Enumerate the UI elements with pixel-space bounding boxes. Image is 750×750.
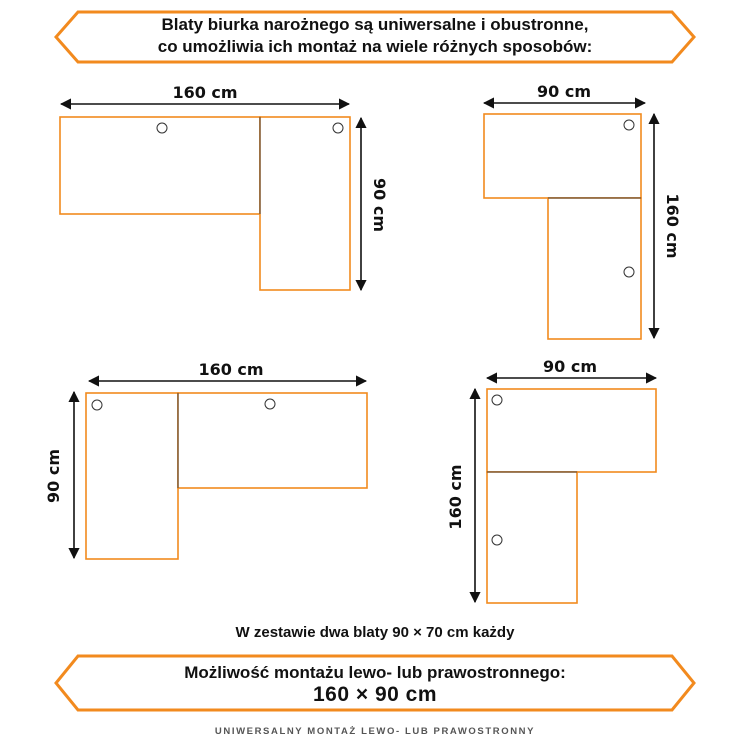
width-label: 90 cm — [537, 82, 591, 101]
configuration-3 — [44, 360, 367, 559]
set-contents-note: W zestawie dwa blaty 90 × 70 cm każdy — [235, 624, 515, 641]
cable-grommet-icon — [624, 267, 634, 277]
cable-grommet-icon — [157, 123, 167, 133]
configuration-4 — [446, 357, 656, 603]
width-label: 160 cm — [198, 360, 264, 379]
height-label: 90 cm — [44, 449, 63, 503]
desk-top-panel — [86, 393, 178, 559]
cable-grommet-icon — [92, 400, 102, 410]
configuration-1 — [60, 83, 389, 290]
cable-grommet-icon — [492, 395, 502, 405]
header-line-2: co umożliwia ich montaż na wiele różnych sposobów: — [157, 37, 593, 56]
footer-caption: UNIWERSALNY MONTAŻ LEWO- LUB PRAWOSTRONNY — [214, 726, 536, 737]
overall-dimensions: 160 × 90 cm — [312, 683, 437, 706]
cable-grommet-icon — [333, 123, 343, 133]
cable-grommet-icon — [265, 399, 275, 409]
cable-grommet-icon — [624, 120, 634, 130]
configuration-2 — [484, 82, 682, 339]
height-label: 160 cm — [663, 193, 682, 259]
header-line-1: Blaty biurka narożnego są uniwersalne i obustronne, — [161, 15, 589, 34]
desk-top-panel — [260, 117, 350, 290]
width-label: 90 cm — [543, 357, 597, 376]
height-label: 160 cm — [446, 464, 465, 530]
desk-top-panel — [484, 114, 641, 198]
cable-grommet-icon — [492, 535, 502, 545]
mounting-option-text: Możliwość montażu lewo- lub prawostronnego: — [184, 663, 566, 682]
desk-top-panel — [487, 389, 656, 472]
height-label: 90 cm — [370, 178, 389, 232]
width-label: 160 cm — [172, 83, 238, 102]
